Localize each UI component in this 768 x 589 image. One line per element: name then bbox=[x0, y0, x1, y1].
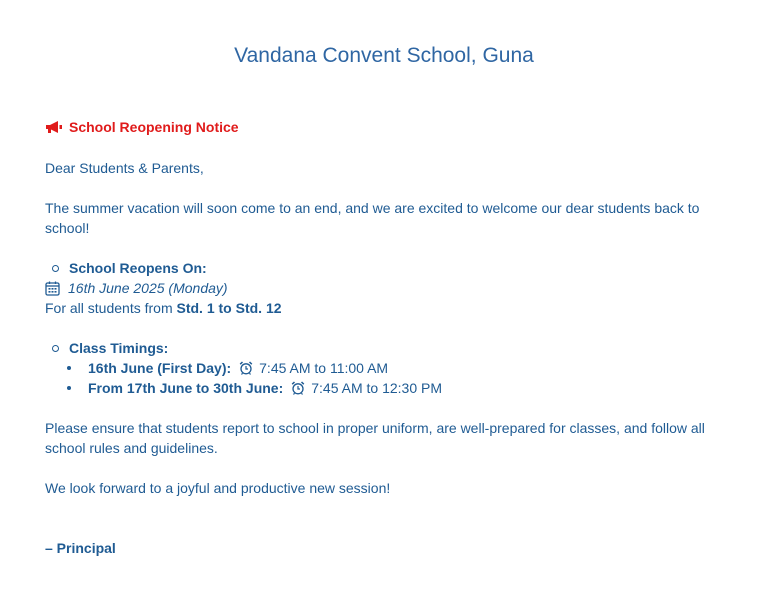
timing-label: 16th June (First Day): bbox=[88, 360, 232, 376]
circle-bullet-icon bbox=[52, 265, 59, 272]
list-item bbox=[67, 358, 725, 378]
bullet-icon bbox=[67, 366, 71, 370]
students-range: Std. 1 to Std. 12 bbox=[176, 300, 282, 316]
reopen-date-row bbox=[45, 278, 725, 298]
students-prefix: For all students from bbox=[45, 300, 177, 316]
instructions-paragraph: Please ensure that students report to school in proper uniform, are well-prepared for classes, and follow all school rules and guidelines. bbox=[45, 420, 705, 456]
closing-paragraph: We look forward to a joyful and productive new session! bbox=[45, 480, 391, 496]
students-line bbox=[45, 298, 725, 318]
timing-label: From 17th June to 30th June: bbox=[88, 380, 284, 396]
timings-label-text: Class Timings: bbox=[69, 340, 169, 356]
reopen-label bbox=[52, 258, 725, 278]
notice-heading bbox=[45, 117, 725, 137]
timing-value: 7:45 AM to 11:00 AM bbox=[259, 360, 389, 376]
alarm-clock-icon bbox=[239, 361, 253, 375]
alarm-clock-icon bbox=[291, 381, 305, 395]
timings-list bbox=[67, 358, 725, 398]
bullet-icon bbox=[67, 386, 71, 390]
school-title: Vandana Convent School, Guna bbox=[234, 44, 534, 67]
intro-paragraph: The summer vacation will soon come to an end, and we are excited to welcome our dear students back to school! bbox=[45, 200, 700, 236]
reopen-date: 16th June 2025 (Monday) bbox=[68, 280, 228, 296]
notice-heading-text: School Reopening Notice bbox=[69, 119, 239, 135]
timing-value: 7:45 AM to 12:30 PM bbox=[311, 380, 442, 396]
circle-bullet-icon bbox=[52, 345, 59, 352]
greeting: Dear Students & Parents, bbox=[45, 160, 204, 176]
list-item bbox=[67, 378, 725, 398]
megaphone-icon bbox=[45, 120, 63, 134]
timings-label bbox=[52, 338, 725, 358]
notice-body bbox=[45, 117, 725, 558]
calendar-icon bbox=[45, 281, 60, 296]
reopen-label-text: School Reopens On: bbox=[69, 260, 207, 276]
signature: – Principal bbox=[45, 540, 116, 556]
